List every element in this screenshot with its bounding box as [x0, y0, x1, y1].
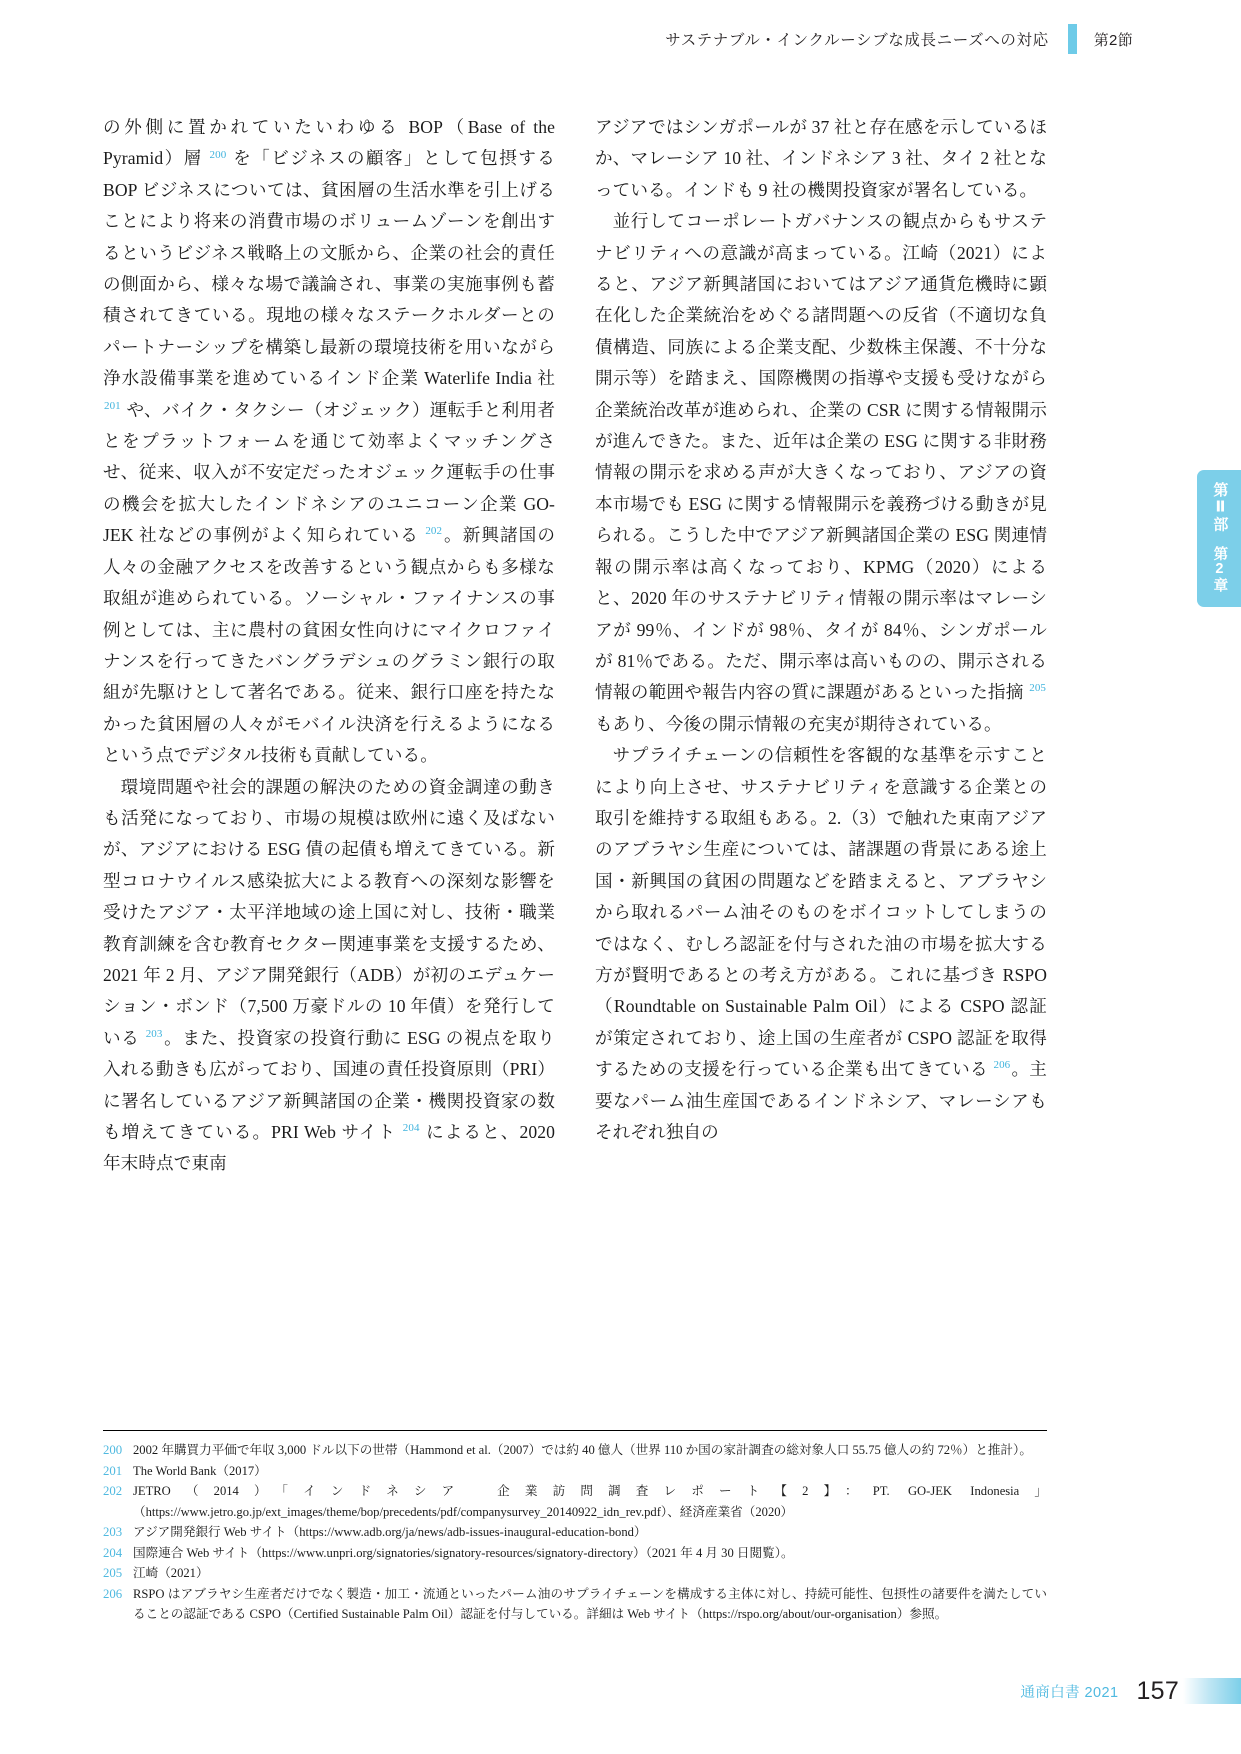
footnote-reference[interactable]: 205 [1029, 682, 1046, 695]
footer-page-number: 157 [1136, 1676, 1179, 1705]
footnote-item [103, 1440, 1047, 1461]
side-tab-part [1197, 470, 1241, 607]
side-tab-part-label: 第Ⅱ部 [1211, 482, 1229, 532]
footnote-reference[interactable]: 202 [425, 525, 443, 538]
footnote-item [103, 1481, 1047, 1522]
footnote-text: 国際連合 Web サイト（https://www.unpri.org/signatories/signatory-resources/signatory-directory）（2021 年 4 月 30 日閲覧）。 [133, 1545, 794, 1560]
paragraph: アジアではシンガポールが 37 社と存在感を示しているほか、マレーシア 10 社、インドネシア 3 社、タイ 2 社となっている。インドも 9 社の機関投資家が署名している。 [595, 117, 1047, 200]
footnote-text: The World Bank（2017） [133, 1463, 267, 1478]
right-text-column [595, 112, 1047, 1180]
paragraph: 並行してコーポレートガバナンスの観点からもサステナビリティへの意識が高まっている。江崎（2021）によると、アジア新興諸国においてはアジア通貨危機時に顕在化した企業統治をめぐる諸問題への反省（不適切な負債構造、同族による企業支配、少数株主保護、不十分な開示等）を踏まえ、国際機関の指導や支援も受けながら企業統治改革が進められ、企業の CSR に関する情報開示が進んできた。また、近年は企業の ESG に関する非財務情報の開示を求める声が大きくなっており、アジアの資本市場でも ESG に関する情報開示を義務づける動きが見られる。こうした中でアジア新興諸国企業の ESG 関連情報の開示率は高くなっており、KPMG（2020）によると、2020 年のサステナビリティ情報の開示率はマレーシアが 99％、インドが 98％、タイが 84％、シンガポールが 81％である。ただ、開示率は高いものの、開示される情報の範囲や報告内容の質に課題があるといった指摘 $^{205}$ もあり、今後の開示情報の充実が期待されている。 [595, 211, 1047, 734]
footnote-number[interactable]: 205 [103, 1566, 123, 1580]
page-body [103, 112, 1047, 1180]
running-head [0, 22, 1241, 56]
paragraph: 環境問題や社会的課題の解決のための資金調達の動きも活発になっており、市場の規模は欧州に遠く及ばないが、アジアにおける ESG 債の起債も増えてきている。新型コロナウイルス感染拡大による教育への深刻な影響を受けたアジア・太平洋地域の途上国に対し、技術・職業教育訓練を含む教育セクター関連事業を支援するため、2021 年 2 月、アジア開発銀行（ADB）が初のエデュケーション・ボンド（7,500 万豪ドルの 10 年債）を発行している $^{203}$。また、投資家の投資行動に ESG の視点を取り入れる動きも広がっており、国連の責任投資原則（PRI）に署名しているアジア新興諸国の企業・機関投資家の数も増えてきている。PRI Web サイト $^{204}$ によると、2020 年末時点で東南 [103, 776, 556, 1174]
footnote-number[interactable]: 206 [103, 1586, 123, 1601]
running-head-accent-rule [1068, 24, 1077, 54]
footnote-number[interactable]: 200 [103, 1443, 123, 1457]
page-footer [0, 1674, 1241, 1708]
running-head-section-label: 第2節 [1093, 31, 1133, 49]
footnote-reference[interactable]: 203 [145, 1027, 163, 1040]
footnote-number[interactable]: 202 [103, 1484, 123, 1498]
footnote-item [103, 1461, 1047, 1482]
running-head-title: サステナブル・インクルーシブな成長ニーズへの対応 [665, 32, 1049, 49]
footnote-number[interactable]: 204 [103, 1545, 123, 1560]
paragraph: の外側に置かれていたいわゆる BOP（Base of the Pyramid）層 $^{200}$ を「ビジネスの顧客」として包摂する BOP ビジネスについては、貧困層の生活水準を引上げることにより将来の消費市場のボリュームゾーンを創出するというビジネス戦略上の文脈から、企業の社会的責任の側面から、様々な場で議論され、事業の実施事例も蓄積されてきている。現地の様々なステークホルダーとのパートナーシップを構築し最新の環境技術を用いながら浄水設備事業を進めているインド企業 Waterlife India 社 $^{201}$ や、バイク・タクシー（オジェック）運転手と利用者とをプラットフォームを通じて効率よくマッチングさせ、従来、収入が不安定だったオジェック運転手の仕事の機会を拡大したインドネシアのユニコーン企業 GO-JEK 社などの事例がよく知られている $^{202}$。新興諸国の人々の金融アクセスを改善するという観点からも多様な取組が進められている。ソーシャル・ファイナンスの事例としては、主に農村の貧困女性向けにマイクロファイナンスを行ってきたバングラデシュのグラミン銀行の取組が先駆けとして著名である。従来、銀行口座を持たなかった貧困層の人々がモバイル決済を行えるようになるという点でデジタル技術も貢献している。 [103, 117, 556, 766]
footnote-reference[interactable]: 201 [104, 399, 121, 412]
footnote-list [103, 1430, 1047, 1625]
side-tab-chapter-label: 第2章 [1211, 545, 1228, 593]
footnote-reference[interactable]: 200 [209, 148, 227, 161]
footer-publication-title: 通商白書 2021 [1020, 1684, 1119, 1701]
footnote-text: 江崎（2021） [133, 1566, 209, 1580]
footnote-reference[interactable]: 206 [993, 1059, 1011, 1072]
paragraph: サプライチェーンの信頼性を客観的な基準を示すことにより向上させ、サステナビリティを意識する企業との取引を維持する取組もある。2.（3）で触れた東南アジアのアブラヤシ生産については、諸課題の背景にある途上国・新興国の貧困の問題などを踏まえると、アブラヤシから取れるパーム油そのものをボイコットしてしまうのではなく、むしろ認証を付与された油の市場を拡大する方が賢明であるとの考え方がある。これに基づき RSPO（Roundtable on Sustainable Palm Oil）による CSPO 認証が策定されており、途上国の生産者が CSPO 認証を取得するための支援を行っている企業も出てきている $^{206}$。主要なパーム油生産国であるインドネシア、マレーシアもそれぞれ独自の [595, 745, 1047, 1142]
footnote-reference[interactable]: 204 [402, 1122, 420, 1135]
footnote-text: アジア開発銀行 Web サイト（https://www.adb.org/ja/news/adb-issues-inaugural-education-bond） [133, 1525, 647, 1539]
left-text-column [103, 112, 555, 1180]
footnote-text: RSPO はアブラヤシ生産者だけでなく製造・加工・流通といったパーム油のサプライチェーンを構成する主体に対し、持続可能性、包摂性の諸要件を満たしていることの認証である CSPO（Certified Sustainable Palm Oil）認証を付与している。詳細は Web サイト（https://rspo.org/about/our-organisation）参照。 [133, 1586, 1047, 1621]
footnote-number[interactable]: 203 [103, 1525, 123, 1539]
footer-accent-bar [1183, 1678, 1241, 1704]
footnote-item [103, 1543, 1047, 1564]
footnote-item [103, 1584, 1047, 1625]
footnote-item [103, 1522, 1047, 1543]
footnote-item [103, 1563, 1047, 1584]
footnote-number[interactable]: 201 [103, 1463, 123, 1478]
footnote-text: 2002 年購買力平価で年収 3,000 ドル以下の世帯（Hammond et al.（2007）では約 40 億人（世界 110 か国の家計調査の総対象人口 55.75 億人の約 72％）と推計）。 [133, 1443, 1032, 1457]
footnote-text: JETRO（2014）「インドネシア 企業訪問調査レポート【2】：PT. GO-JEK Indonesia」（https://www.jetro.go.jp/ext_images/theme/bop/precedents/pdf/companysurvey_20140922_idn_rev.pdf）、経済産業省（2020） [133, 1484, 1047, 1519]
